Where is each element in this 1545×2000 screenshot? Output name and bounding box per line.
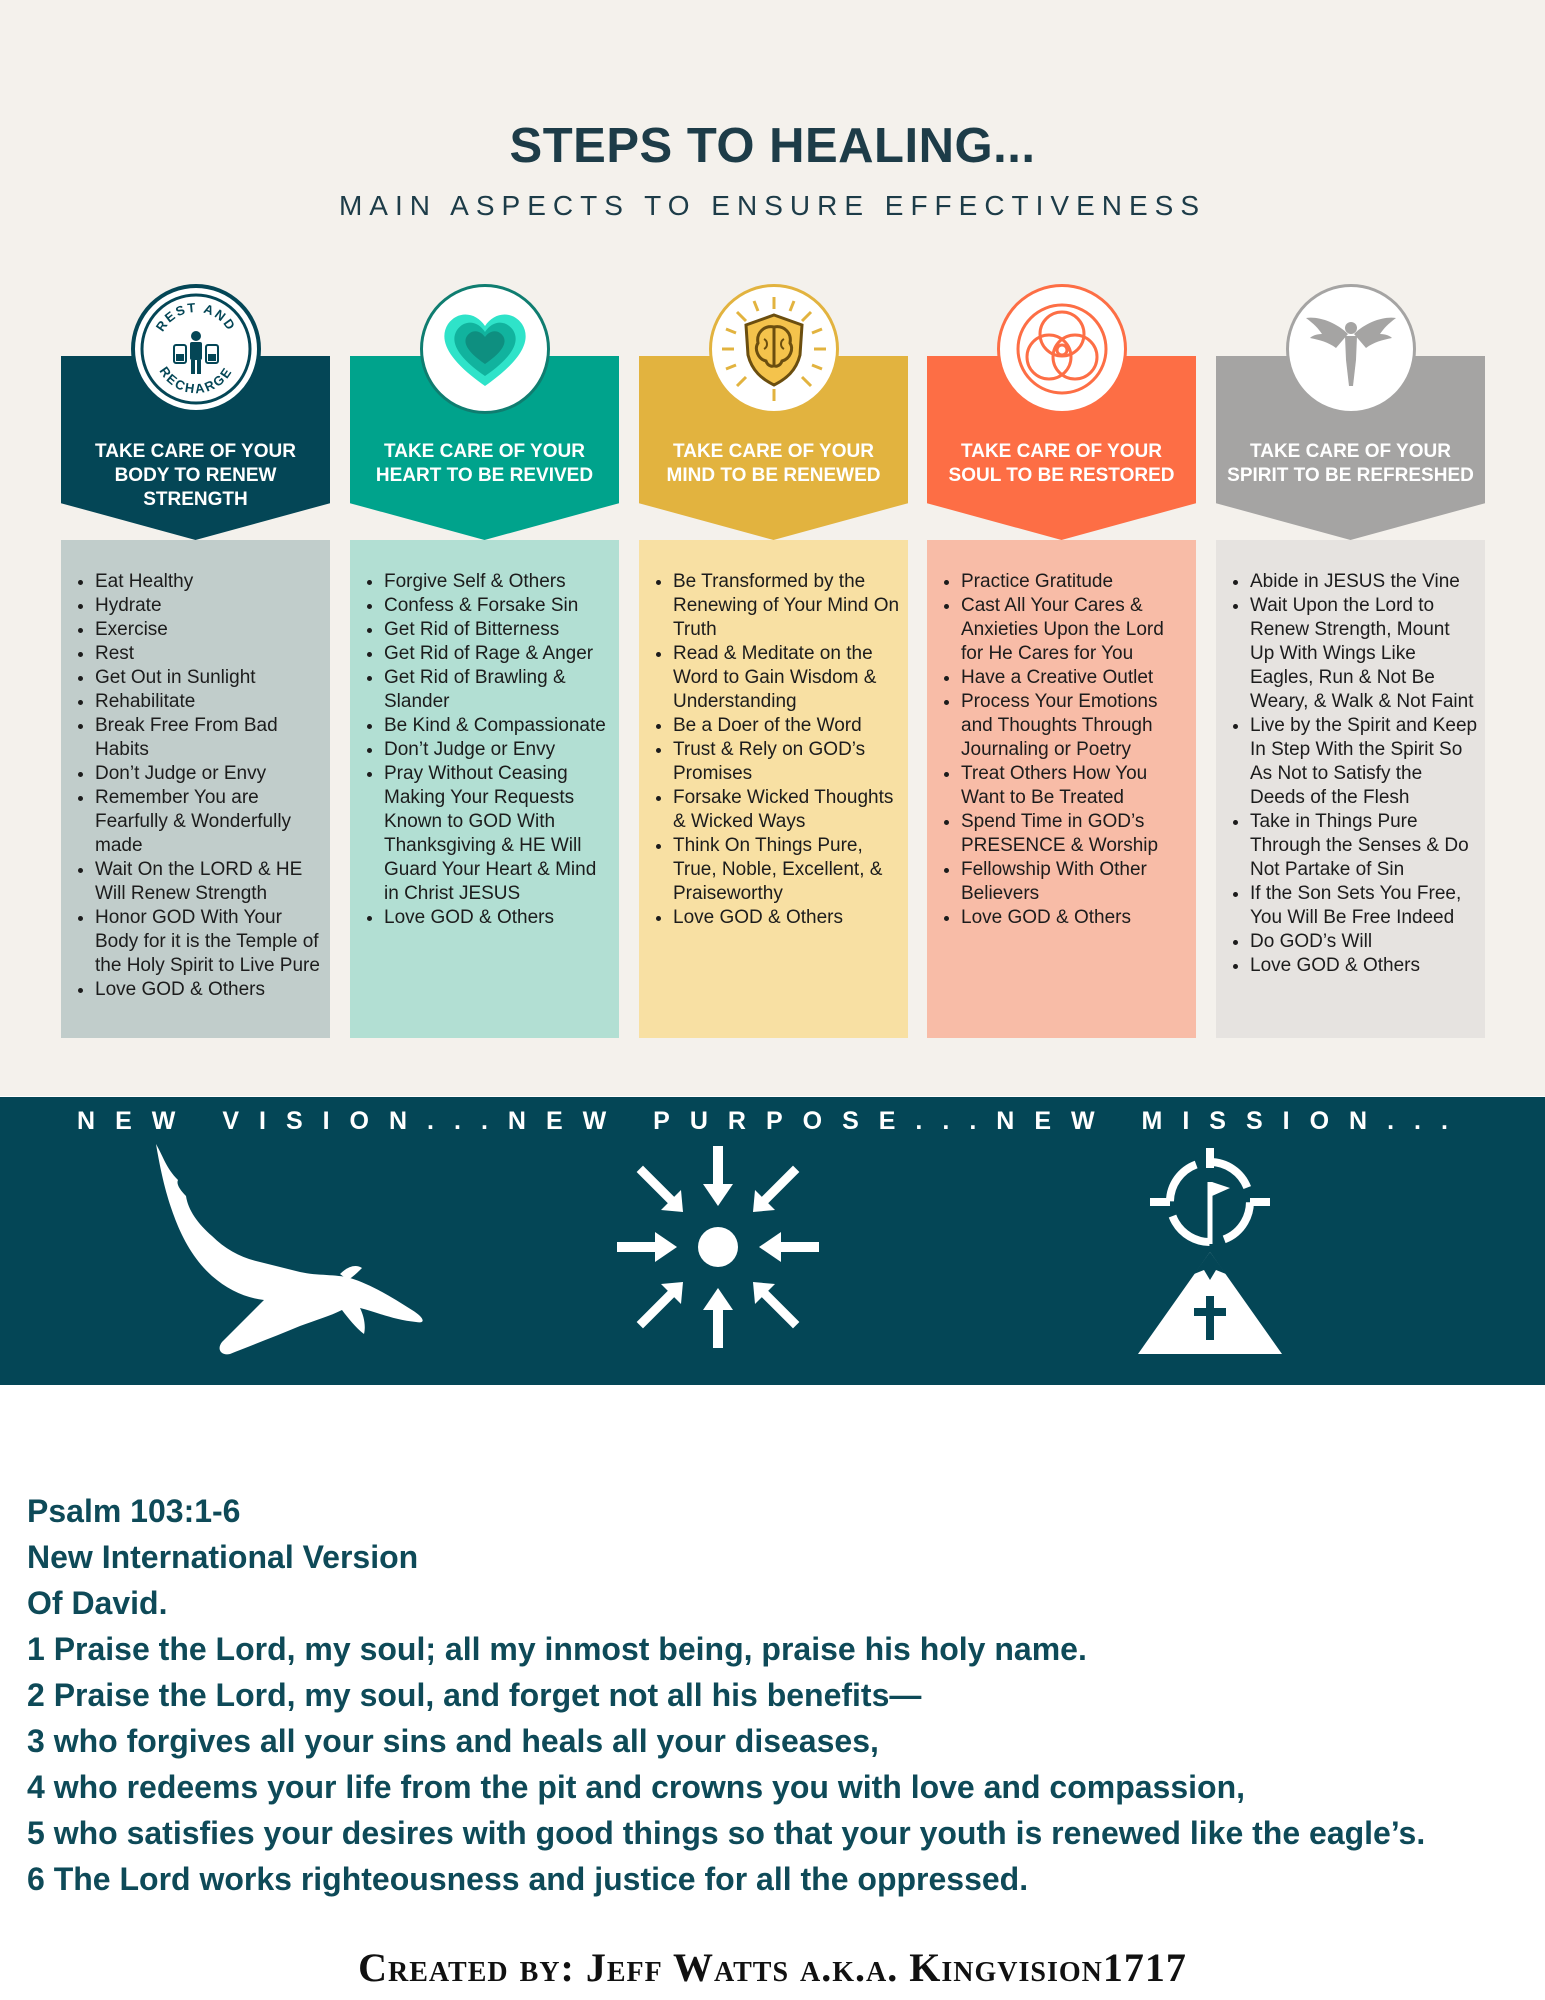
list-item: • Love GOD & Others	[673, 906, 902, 930]
focus-arrows-icon	[613, 1142, 823, 1357]
psalm-verse-6: 6 The Lord works righteousness and justice for all the oppressed.	[27, 1861, 1029, 1897]
svg-text:RECHARGE	[157, 364, 236, 397]
column-body	[61, 299, 330, 1038]
list-item: • Don’t Judge or Envy	[95, 762, 324, 786]
brain-shield-icon	[709, 284, 839, 414]
psalm-verse-2: 2 Praise the Lord, my soul, and forget not all his benefits—	[27, 1677, 922, 1713]
column-heading: TAKE CARE OF YOUR HEART TO BE REVIVED	[375, 441, 594, 486]
list-item: • Get Out in Sunlight	[95, 666, 324, 690]
list-item: • Be Transformed by the Renewing of Your Mind On Truth	[673, 570, 902, 642]
list-item: • Eat Healthy	[95, 570, 324, 594]
list-item: • Rehabilitate	[95, 690, 324, 714]
list-item: • Trust & Rely on GOD’s Promises	[673, 738, 902, 786]
column-spirit	[1216, 356, 1485, 1038]
list-item: • Exercise	[95, 618, 324, 642]
column-mind	[639, 356, 908, 1038]
list-item: • Love GOD & Others	[961, 906, 1190, 930]
list-item: • Forsake Wicked Thoughts & Wicked Ways	[673, 786, 902, 834]
list-item: • Treat Others How You Want to Be Treated	[961, 762, 1190, 810]
list-item: • Be a Doer of the Word	[673, 714, 902, 738]
psalm-reference: Psalm 103:1-6	[27, 1493, 241, 1529]
list-item: • Be Kind & Compassionate	[384, 714, 613, 738]
list-item: • Process Your Emotions and Thoughts Through Journaling or Poetry	[961, 690, 1190, 762]
list-item: • Forgive Self & Others	[384, 570, 613, 594]
rest-and-recharge-badge-icon	[131, 284, 261, 414]
list-item: • Love GOD & Others	[1250, 954, 1479, 978]
column-list	[639, 570, 908, 930]
page-subtitle: MAIN ASPECTS TO ENSURE EFFECTIVENESS	[338, 190, 1207, 221]
list-item: • Wait Upon the Lord to Renew Strength, Mount Up With Wings Like Eagles, Run & Not Be Weary, & Walk & Not Faint	[1250, 594, 1479, 714]
credit-line: Created by: Jeff Watts a.k.a. Kingvision1717	[358, 1945, 1187, 1990]
column-heading: TAKE CARE OF YOUR SPIRIT TO BE REFRESHED	[1227, 441, 1474, 486]
column-list	[61, 570, 330, 1002]
list-item: • Take in Things Pure Through the Senses & Do Not Partake of Sin	[1250, 810, 1479, 882]
list-item: • Think On Things Pure, True, Noble, Excellent, & Praiseworthy	[673, 834, 902, 906]
column-heading: TAKE CARE OF YOUR BODY TO RENEW STRENGTH	[95, 441, 296, 510]
mountain-target-icon	[1130, 1148, 1290, 1359]
psalm-author: Of David.	[27, 1585, 168, 1621]
list-item: • Do GOD’s Will	[1250, 930, 1479, 954]
list-item: • Have a Creative Outlet	[961, 666, 1190, 690]
list-item: • Remember You are Fearfully & Wonderfully made	[95, 786, 324, 858]
list-item: • Love GOD & Others	[95, 978, 324, 1002]
psalm-text	[27, 1488, 1527, 1902]
list-item: • Wait On the LORD & HE Will Renew Strength	[95, 858, 324, 906]
list-item: • Read & Meditate on the Word to Gain Wisdom & Understanding	[673, 642, 902, 714]
column-heading: TAKE CARE OF YOUR MIND TO BE RENEWED	[666, 441, 881, 486]
list-item: • Get Rid of Brawling & Slander	[384, 666, 613, 714]
vision-band-text: NEW VISION...NEW PURPOSE...NEW MISSION...	[77, 1107, 1468, 1135]
list-item: • Honor GOD With Your Body for it is the Temple of the Holy Spirit to Live Pure	[95, 906, 324, 978]
column-list	[1216, 570, 1485, 978]
column-list	[927, 570, 1196, 930]
venn-circles-icon	[997, 284, 1127, 414]
list-item: • Live by the Spirit and Keep In Step With the Spirit So As Not to Satisfy the Deeds of the Flesh	[1250, 714, 1479, 810]
column-list	[350, 570, 619, 930]
list-item: • Don’t Judge or Envy	[384, 738, 613, 762]
list-item: • Hydrate	[95, 594, 324, 618]
column-heart	[350, 356, 619, 1038]
psalm-verse-4: 4 who redeems your life from the pit and crowns you with love and compassion,	[27, 1769, 1245, 1805]
page-title: STEPS TO HEALING...	[509, 119, 1036, 173]
list-item: • Cast All Your Cares & Anxieties Upon the Lord for He Cares for You	[961, 594, 1190, 666]
psalm-verse-1: 1 Praise the Lord, my soul; all my inmost being, praise his holy name.	[27, 1631, 1087, 1667]
list-item: • If the Son Sets You Free, You Will Be Free Indeed	[1250, 882, 1479, 930]
list-item: • Get Rid of Bitterness	[384, 618, 613, 642]
badge-text-top: REST AND	[152, 299, 240, 335]
psalm-verse-5: 5 who satisfies your desires with good things so that your youth is renewed like the eagle’s.	[27, 1815, 1426, 1851]
badge-text-bottom: RECHARGE	[156, 363, 236, 397]
eagle-icon	[150, 1140, 430, 1365]
column-heading: TAKE CARE OF YOUR SOUL TO BE RESTORED	[948, 441, 1175, 486]
winged-figure-icon	[1286, 284, 1416, 414]
list-item: • Break Free From Bad Habits	[95, 714, 324, 762]
heart-icon	[420, 284, 550, 414]
list-item: • Fellowship With Other Believers	[961, 858, 1190, 906]
list-item: • Love GOD & Others	[384, 906, 613, 930]
list-item: • Practice Gratitude	[961, 570, 1190, 594]
list-item: • Pray Without Ceasing Making Your Requests Known to GOD With Thanksgiving & HE Will Guard Your Heart & Mind in Christ JESUS	[384, 762, 613, 906]
list-item: • Confess & Forsake Sin	[384, 594, 613, 618]
list-item: • Spend Time in GOD’s PRESENCE & Worship	[961, 810, 1190, 858]
psalm-verse-3: 3 who forgives all your sins and heals all your diseases,	[27, 1723, 879, 1759]
psalm-version: New International Version	[27, 1539, 419, 1575]
list-item: • Rest	[95, 642, 324, 666]
list-item: • Get Rid of Rage & Anger	[384, 642, 613, 666]
column-soul	[927, 356, 1196, 1038]
list-item: • Abide in JESUS the Vine	[1250, 570, 1479, 594]
